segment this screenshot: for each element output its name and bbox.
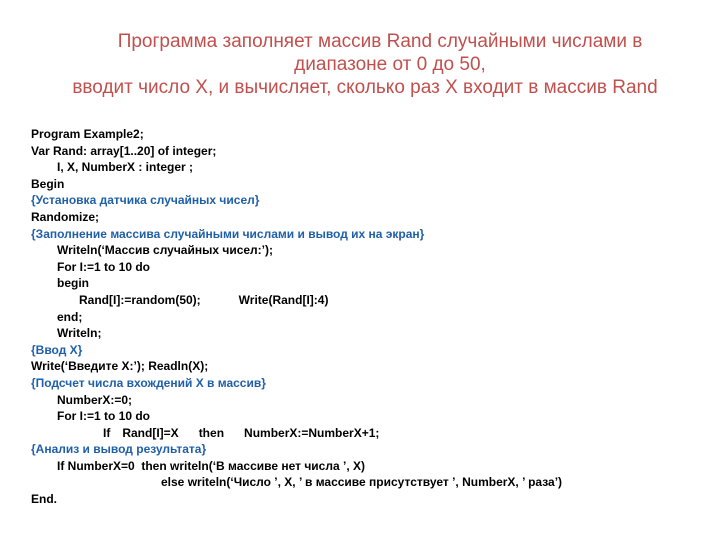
code-line: Randomize;	[31, 209, 100, 224]
code-comment: {Подсчет числа вхождений Х в массив}	[31, 375, 266, 390]
code-line: End.	[31, 492, 57, 507]
code-line: else writeln(‘Число ’, X, ’ в массиве присутствует ’, NumberX, ’ раза’)	[161, 475, 563, 490]
code-line: Writeln(‘Массив случайных чисел:’);	[57, 243, 273, 258]
code-line: NumberX:=0;	[57, 392, 133, 407]
code-line: begin	[57, 276, 89, 291]
title-line-2: диапазоне от 0 до 50,	[294, 54, 486, 75]
code-line	[31, 292, 711, 309]
code-comment: {Анализ и вывод результата}	[31, 442, 207, 457]
code-line: Program Example2;	[31, 127, 144, 141]
code-comment: {Установка датчика случайных чисел}	[31, 193, 260, 208]
code-token: If	[103, 425, 111, 440]
title-line-1: Программа заполняет массив Rand случайными числами в	[117, 31, 643, 52]
code-line: Var Rand: array[1..20] of integer;	[31, 143, 217, 158]
code-line: If NumberX=0 then writeln(‘В массиве нет числа ’, X)	[57, 458, 365, 473]
program-listing	[31, 126, 711, 508]
code-token: Rand[I]=X	[122, 425, 179, 440]
code-line: Write(‘Введите X:’); Readln(X);	[31, 359, 209, 374]
code-line	[31, 425, 711, 442]
code-token: then	[198, 425, 225, 440]
code-line: Writeln;	[57, 326, 102, 341]
code-token: NumberX:=NumberX+1;	[244, 425, 380, 440]
code-line: Begin	[31, 176, 65, 191]
code-line: I, X, NumberX : integer ;	[57, 160, 194, 175]
code-token: Rand[I]:=random(50);	[79, 292, 201, 307]
code-comment: {Ввод Х}	[31, 342, 83, 357]
code-line: For I:=1 to 10 do	[57, 409, 151, 424]
title-line-3: вводит число Х, и вычисляет, сколько раз Х входит в массив Rand	[72, 77, 658, 98]
code-line: end;	[57, 309, 83, 324]
code-token: Write(Rand[I]:4)	[238, 292, 329, 307]
slide-title	[0, 30, 720, 99]
code-comment: {Заполнение массива случайными числами и вывод их на экран}	[31, 226, 425, 241]
code-line: For I:=1 to 10 do	[57, 259, 151, 274]
